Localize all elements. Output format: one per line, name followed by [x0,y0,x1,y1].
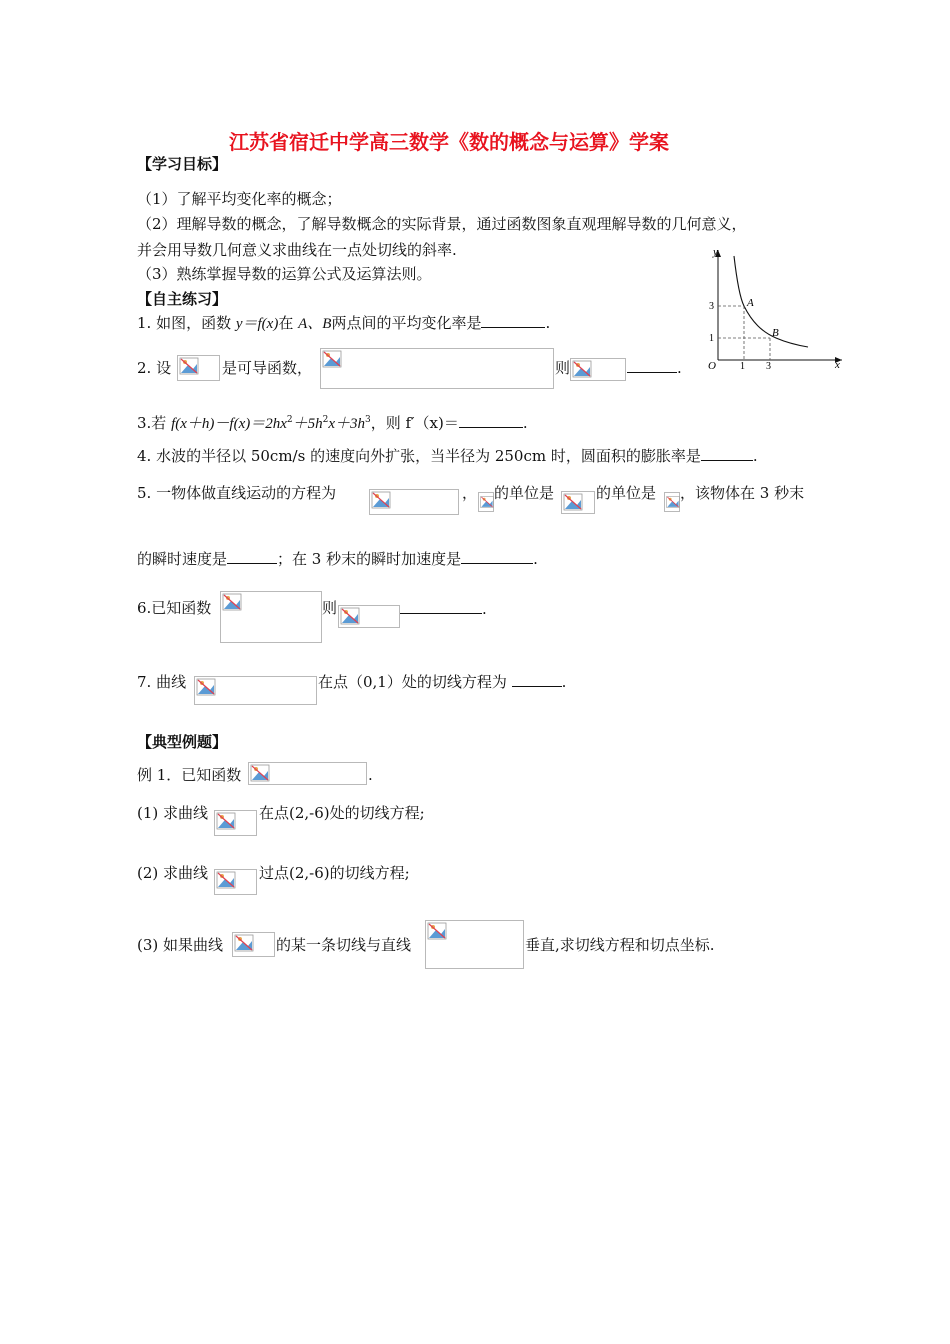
section-heading-practice: 【自主练习】 [137,290,228,308]
q5-label-c: 的单位是 [494,484,555,502]
formula-image-placeholder [570,358,626,381]
q6-answer: . [400,599,487,619]
graph-tick-y1: 1 [709,333,714,344]
goal-1: （1）了解平均变化率的概念； [137,190,342,208]
part-3-label-c: 垂直,求切线方程和切点坐标. [525,936,715,954]
q2-answer: . [627,358,682,378]
q3-prefix: 3.若 [137,414,172,432]
goal-2-line-1: （2）理解导数的概念，了解导数概念的实际背景，通过函数图象直观理解导数的几何意义， [137,215,747,233]
q4-text: 4. 水波的半径以 50cm/s 的速度向外扩张，当半径为 250cm 时，圆面积的膨胀率是 [137,447,701,465]
question-1: 1. 如图，函数 y＝f(x)在 A、B两点间的平均变化率是 . [137,314,551,332]
formula-image-placeholder [338,605,400,628]
question-5-continued: 的瞬时速度是 ；在 3 秒末的瞬时加速度是 . [137,550,538,568]
q3-end: ，则 f′（x)＝ [370,414,459,432]
goal-2-line-2: 并会用导数几何意义求曲线在一点处切线的斜率. [137,241,457,259]
answer-blank [461,549,533,564]
formula-image-placeholder [320,348,554,389]
q1-prefix: 1. 如图，函数 [137,314,236,332]
graph-point-a: A [747,297,754,309]
formula-image-placeholder [220,591,322,643]
graph-tick-y3: 3 [709,301,714,312]
part-3-label-b: 的某一条切线与直线 [276,936,412,954]
question-3: 3.若 $f(x+h)-f(x)=2hx^2+5h^2x+3h^3$，则 f′（x)＝ . [137,414,528,432]
answer-blank [627,358,677,373]
formula-image-placeholder [248,762,367,785]
q3-expression-2: ＋5h [292,416,323,432]
part-2-label-b: 过点(2,-6)的切线方程; [259,864,410,882]
q2-label-b: 是可导函数， [222,359,313,377]
q2-label-c: 则 [555,359,571,377]
q6-label-a: 6.已知函数 [137,599,212,617]
example-1-label: 例 1．已知函数 [137,766,242,784]
q3-expression-3: x＋3h [328,416,366,432]
graph-point-b: B [772,327,779,339]
question-4: 4. 水波的半径以 50cm/s 的速度向外扩张，当半径为 250cm 时，圆面积的膨胀率是 . [137,447,758,465]
section-heading-examples: 【典型例题】 [137,733,228,751]
graph-y-axis-label: y [713,246,718,258]
q5-label-d: 的单位是 [596,484,657,502]
q5-label-b: ， [462,484,478,502]
function-graph [702,242,848,372]
answer-blank [227,549,277,564]
answer-blank [701,446,753,461]
q7-text: 在点（0,1）处的切线方程为 [318,673,512,691]
graph-origin-label: O [708,360,716,372]
q3-expression: f(x＋h)－f(x)＝2hx [171,416,287,432]
graph-x-axis-label: x [835,359,840,371]
answer-blank [459,413,523,428]
q1-function: y＝f(x) [235,316,279,332]
q1-points: A、B [298,316,332,332]
formula-image-placeholder [664,492,680,512]
q2-label-a: 2. 设 [137,359,172,377]
q5-label-a: 5. 一物体做直线运动的方程为 [137,484,337,502]
answer-blank [512,672,562,687]
formula-image-placeholder [561,491,595,514]
example-1-period: . [368,766,373,784]
q1-mid: 在 [278,314,299,332]
answer-blank [481,313,545,328]
q1-suffix: 两点间的平均变化率是 [331,314,482,332]
answer-blank [400,599,482,614]
formula-image-placeholder [214,869,257,895]
formula-image-placeholder [425,920,524,969]
formula-image-placeholder [232,932,275,957]
formula-image-placeholder [194,676,317,705]
q7-label-a: 7. 曲线 [137,673,187,691]
goal-3: （3）熟练掌握导数的运算公式及运算法则。 [137,265,432,283]
page-title: 江苏省宿迁中学高三数学《数的概念与运算》学案 [229,130,669,154]
formula-image-placeholder [369,489,459,515]
part-1-label-b: 在点(2,-6)处的切线方程; [259,804,425,822]
graph-tick-x1: 1 [740,361,745,372]
section-heading-goals: 【学习目标】 [137,155,228,173]
formula-image-placeholder [177,355,220,381]
graph-tick-x3: 3 [766,361,771,372]
question-7-rest: 在点（0,1）处的切线方程为 . [318,673,567,691]
q5-acceleration-label: ；在 3 秒末的瞬时加速度是 [277,550,462,568]
q5-label-e: ，该物体在 3 秒末 [680,484,805,502]
part-2-label-a: (2) 求曲线 [137,864,209,882]
formula-image-placeholder [478,492,494,512]
q6-label-b: 则 [322,599,338,617]
part-3-label-a: (3) 如果曲线 [137,936,224,954]
part-1-label-a: (1) 求曲线 [137,804,209,822]
q5-velocity-label: 的瞬时速度是 [137,550,228,568]
formula-image-placeholder [214,810,257,836]
